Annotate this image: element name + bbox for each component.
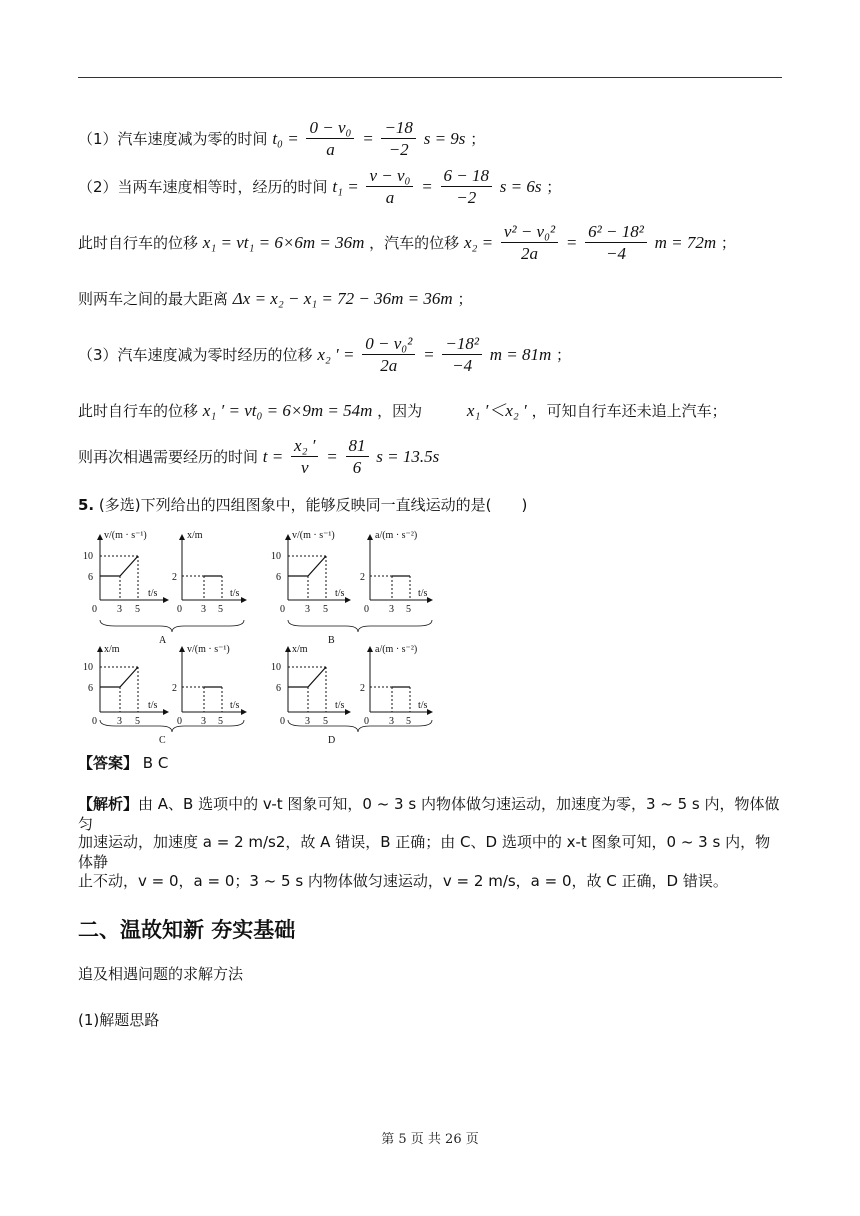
fraction bbox=[366, 166, 413, 209]
tick-label: 5 bbox=[218, 604, 223, 615]
tick-label: 3 bbox=[305, 716, 310, 727]
graph-d-xt bbox=[271, 644, 350, 727]
solution-step-3 bbox=[78, 222, 798, 265]
result: s = 13.5s bbox=[376, 447, 440, 466]
fraction bbox=[362, 334, 415, 377]
tick-label: 0 bbox=[92, 716, 97, 727]
formula: x₁ = vt₁ = 6×6m = 36m bbox=[202, 233, 365, 252]
fraction bbox=[501, 222, 558, 265]
numerator: 6 − 18 bbox=[441, 166, 492, 187]
graph-label-d: D bbox=[328, 735, 336, 746]
tick-label: 2 bbox=[172, 572, 177, 583]
equals: = bbox=[362, 129, 374, 148]
step-label: 此时自行车的位移 bbox=[78, 234, 199, 252]
graph-label-a: A bbox=[159, 635, 167, 646]
denominator: −2 bbox=[456, 188, 477, 207]
tick-label: 2 bbox=[360, 683, 365, 694]
axis-label: t/s bbox=[418, 700, 428, 711]
step-label: （3）汽车速度减为零时经历的位移 bbox=[78, 346, 313, 364]
fraction bbox=[585, 222, 647, 265]
denominator: 2a bbox=[380, 356, 398, 375]
tick-label: 2 bbox=[360, 572, 365, 583]
formula-lhs: x₂ = bbox=[463, 233, 494, 252]
graph-b-vt bbox=[271, 530, 350, 615]
page-footer: 第 5 页 共 26 页 bbox=[381, 1132, 479, 1147]
denominator: 2a bbox=[521, 244, 538, 263]
graph-label-c: C bbox=[159, 735, 166, 746]
analysis-line-1 bbox=[78, 794, 784, 834]
tick-label: 6 bbox=[88, 572, 93, 583]
tick-label: 0 bbox=[280, 604, 285, 615]
axis-label: v/(m · s⁻¹) bbox=[292, 530, 335, 541]
fraction bbox=[381, 118, 415, 161]
topic-line: 追及相遇问题的求解方法 bbox=[78, 965, 244, 983]
numerator: x₂ ′ bbox=[291, 436, 318, 457]
formula: x₁ ′ = vt₀ = 6×9m = 54m bbox=[202, 401, 373, 420]
section-heading: 二、温故知新 夯实基础 bbox=[78, 918, 296, 942]
axis-label: t/s bbox=[230, 700, 240, 711]
formula-lhs: x₂ ′ = bbox=[317, 345, 355, 364]
step-label-2: ，汽车的位移 bbox=[369, 234, 460, 252]
axis-label: x/m bbox=[104, 644, 120, 655]
tick-label: 5 bbox=[406, 716, 411, 727]
tick-label: 3 bbox=[305, 604, 310, 615]
equals: = bbox=[423, 345, 435, 364]
solution-step-2 bbox=[78, 166, 798, 209]
question-5 bbox=[78, 494, 527, 515]
tick-label: 3 bbox=[117, 604, 122, 615]
solution-step-1 bbox=[78, 118, 798, 161]
denominator: 6 bbox=[352, 458, 362, 477]
comparison: x₁ ′＜x₂ ′ bbox=[466, 401, 527, 420]
axis-label: t/s bbox=[418, 588, 428, 599]
graph-svg bbox=[80, 530, 440, 750]
analysis-line-3: 止不动，v = 0，a = 0；3 ~ 5 s 内物体做匀速运动，v = 2 m/s，a = 0，故 C 正确，D 错误。 bbox=[78, 872, 728, 890]
graph-c-vt bbox=[172, 644, 246, 727]
result: s = 9s bbox=[423, 129, 466, 148]
numerator: −18² bbox=[442, 334, 482, 355]
punct: ； bbox=[546, 178, 562, 196]
tick-label: 0 bbox=[177, 716, 182, 727]
solution-step-4 bbox=[78, 289, 798, 309]
result: s = 6s bbox=[499, 177, 542, 196]
numerator: 0 − v₀² bbox=[362, 334, 415, 355]
tick-label: 3 bbox=[117, 716, 122, 727]
header-rule bbox=[78, 77, 782, 78]
numerator: 81 bbox=[346, 436, 369, 457]
axis-label: a/(m · s⁻²) bbox=[375, 530, 418, 541]
question-number: 5. bbox=[78, 496, 95, 514]
tick-label: 0 bbox=[364, 716, 369, 727]
tick-label: 0 bbox=[364, 604, 369, 615]
tick-label: 3 bbox=[389, 716, 394, 727]
fraction bbox=[306, 118, 354, 161]
fraction bbox=[441, 166, 492, 209]
tick-label: 6 bbox=[88, 683, 93, 694]
numerator: −18 bbox=[381, 118, 415, 139]
tick-label: 3 bbox=[389, 604, 394, 615]
formula: Δx = x₂ − x₁ = 72 − 36m = 36m bbox=[232, 289, 453, 308]
solution-step-5 bbox=[78, 334, 798, 377]
axis-label: t/s bbox=[335, 700, 345, 711]
numerator: v² − v₀² bbox=[501, 222, 558, 243]
result: m = 81m bbox=[489, 345, 552, 364]
graph-d-at bbox=[360, 644, 432, 727]
subsection-line: (1)解题思路 bbox=[78, 1011, 160, 1029]
fraction bbox=[442, 334, 482, 377]
fraction bbox=[291, 436, 318, 479]
denominator: a bbox=[326, 140, 335, 159]
numerator: 0 − v₀ bbox=[306, 118, 354, 139]
fraction bbox=[346, 436, 369, 479]
tick-label: 3 bbox=[201, 716, 206, 727]
result: m = 72m bbox=[654, 233, 717, 252]
denominator: −4 bbox=[605, 244, 626, 263]
denominator: −2 bbox=[388, 140, 409, 159]
answer bbox=[78, 752, 168, 773]
step-label: 此时自行车的位移 bbox=[78, 402, 199, 420]
equals: = bbox=[421, 177, 433, 196]
analysis-tag: 【解析】 bbox=[78, 795, 139, 813]
tick-label: 10 bbox=[271, 662, 281, 673]
tick-label: 5 bbox=[218, 716, 223, 727]
conclusion: ，可知自行车还未追上汽车； bbox=[531, 402, 727, 420]
solution-step-7 bbox=[78, 436, 798, 479]
step-label: （2）当两车速度相等时，经历的时间 bbox=[78, 178, 328, 196]
tick-label: 0 bbox=[92, 604, 97, 615]
tick-label: 0 bbox=[177, 604, 182, 615]
denominator: v bbox=[300, 458, 309, 477]
tick-label: 3 bbox=[201, 604, 206, 615]
numerator: v − v₀ bbox=[366, 166, 413, 187]
punct: ； bbox=[470, 130, 486, 148]
tick-label: 6 bbox=[276, 572, 281, 583]
tick-label: 10 bbox=[271, 551, 281, 562]
axis-label: x/m bbox=[187, 530, 203, 541]
axis-label: v/(m · s⁻¹) bbox=[187, 644, 230, 655]
axis-label: a/(m · s⁻²) bbox=[375, 644, 418, 655]
equals: = bbox=[326, 447, 338, 466]
formula-lhs: t₁ = bbox=[332, 177, 359, 196]
equals: = bbox=[565, 233, 578, 252]
tick-label: 5 bbox=[406, 604, 411, 615]
graph-c-xt bbox=[83, 644, 168, 727]
tick-label: 0 bbox=[280, 716, 285, 727]
graph-a-xt bbox=[172, 530, 246, 615]
answer-value: B C bbox=[142, 754, 169, 772]
denominator: a bbox=[385, 188, 395, 207]
answer-tag: 【答案】 bbox=[78, 754, 139, 772]
axis-label: v/(m · s⁻¹) bbox=[104, 530, 147, 541]
punct: ； bbox=[556, 346, 572, 364]
step-label-2: ，因为 bbox=[377, 402, 423, 420]
tick-label: 2 bbox=[172, 683, 177, 694]
step-label: 则两车之间的最大距离 bbox=[78, 290, 229, 308]
question-text: (多选)下列给出的四组图象中，能够反映同一直线运动的是( ) bbox=[98, 496, 528, 514]
analysis-line-2: 加速运动，加速度 a = 2 m/s2，故 A 错误，B 正确；由 C、D 选项中的 x-t 图象可知，0 ~ 3 s 内，物体静 bbox=[78, 833, 771, 871]
graph-figure bbox=[80, 530, 440, 754]
axis-label: t/s bbox=[230, 588, 240, 599]
graph-a-vt bbox=[83, 530, 168, 615]
step-label: 则再次相遇需要经历的时间 bbox=[78, 448, 259, 466]
analysis-text: 由 A、B 选项中的 v-t 图象可知，0 ~ 3 s 内物体做匀速运动，加速度为零，3 ~ 5 s 内，物体做匀 bbox=[78, 795, 780, 833]
denominator: −4 bbox=[452, 356, 473, 375]
numerator: 6² − 18² bbox=[585, 222, 647, 243]
tick-label: 10 bbox=[83, 662, 93, 673]
graph-label-b: B bbox=[328, 635, 335, 646]
punct: ； bbox=[457, 290, 473, 308]
axis-label: t/s bbox=[148, 700, 158, 711]
axis-label: x/m bbox=[292, 644, 308, 655]
graph-b-at bbox=[360, 530, 432, 615]
formula-lhs: t₀ = bbox=[272, 129, 299, 148]
tick-label: 5 bbox=[323, 716, 328, 727]
tick-label: 10 bbox=[83, 551, 93, 562]
solution-step-6 bbox=[78, 401, 798, 421]
step-label: （1）汽车速度减为零的时间 bbox=[78, 130, 268, 148]
axis-label: t/s bbox=[335, 588, 345, 599]
tick-label: 5 bbox=[323, 604, 328, 615]
tick-label: 6 bbox=[276, 683, 281, 694]
punct: ； bbox=[720, 234, 736, 252]
axis-label: t/s bbox=[148, 588, 158, 599]
tick-label: 5 bbox=[135, 716, 140, 727]
formula-lhs: t = bbox=[262, 447, 284, 466]
tick-label: 5 bbox=[135, 604, 140, 615]
